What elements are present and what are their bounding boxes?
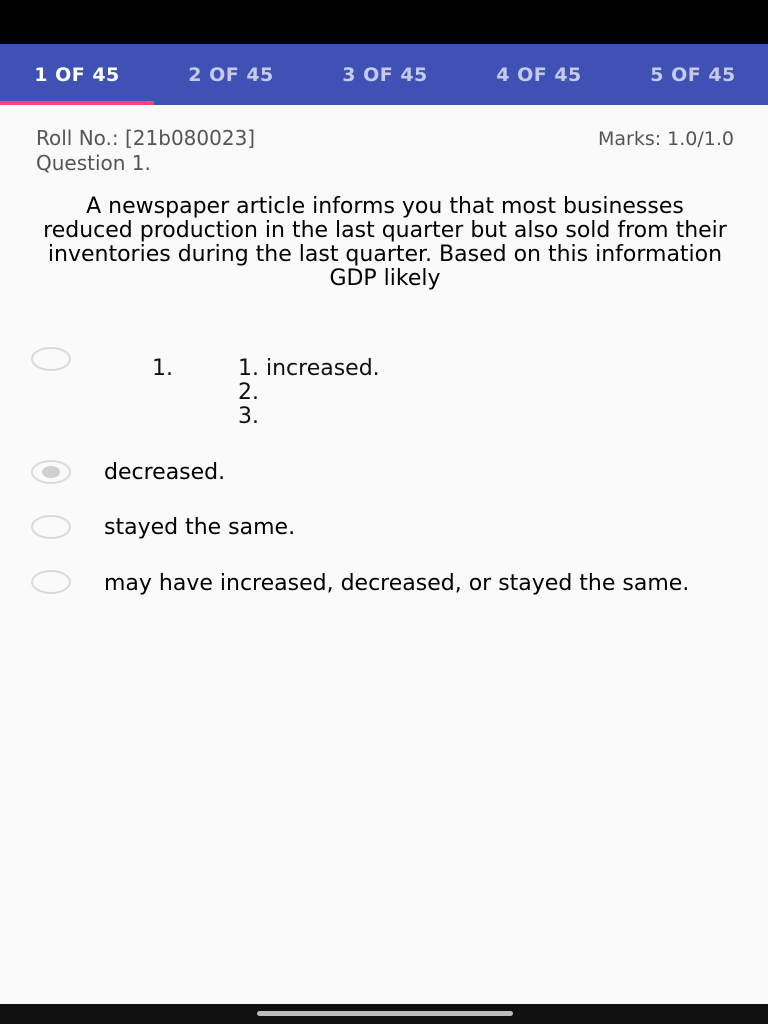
tab-question-2[interactable]: 2 OF 45 <box>188 64 274 86</box>
option-1-nested-list <box>238 357 380 429</box>
question-header <box>36 126 734 150</box>
option-1-outer-number: 1. <box>152 356 173 381</box>
option-2-radio[interactable] <box>31 460 71 484</box>
active-tab-indicator <box>0 101 154 105</box>
tab-question-1[interactable]: 1 OF 45 <box>34 64 120 86</box>
list-item: 3. <box>238 404 259 429</box>
status-bar <box>0 0 768 44</box>
list-item: 1. increased. <box>238 356 380 381</box>
option-2-label[interactable]: decreased. <box>104 460 226 485</box>
marks-label: Marks: 1.0/1.0 <box>597 128 734 150</box>
home-handle[interactable] <box>257 1011 513 1016</box>
option-1-radio[interactable] <box>31 347 71 371</box>
tab-question-4[interactable]: 4 OF 45 <box>496 64 582 86</box>
tab-question-3[interactable]: 3 OF 45 <box>342 64 428 86</box>
question-text: A newspaper article informs you that most businesses reduced production in the last quarter but also sold from their inventories during the last quarter. Based on this information GDP likely <box>43 194 727 291</box>
option-4-radio[interactable] <box>31 570 71 594</box>
option-1-label[interactable] <box>104 357 504 437</box>
option-3-label[interactable]: stayed the same. <box>104 515 296 540</box>
list-item: 2. <box>238 380 259 405</box>
option-4-label[interactable]: may have increased, decreased, or stayed the same. <box>104 571 690 596</box>
question-tabs <box>0 44 768 105</box>
option-3-radio[interactable] <box>31 515 71 539</box>
radio-selected-dot <box>42 466 60 478</box>
roll-number: Roll No.: [21b080023] <box>36 126 256 150</box>
question-number: Question 1. <box>36 151 151 175</box>
tab-question-5[interactable]: 5 OF 45 <box>650 64 736 86</box>
